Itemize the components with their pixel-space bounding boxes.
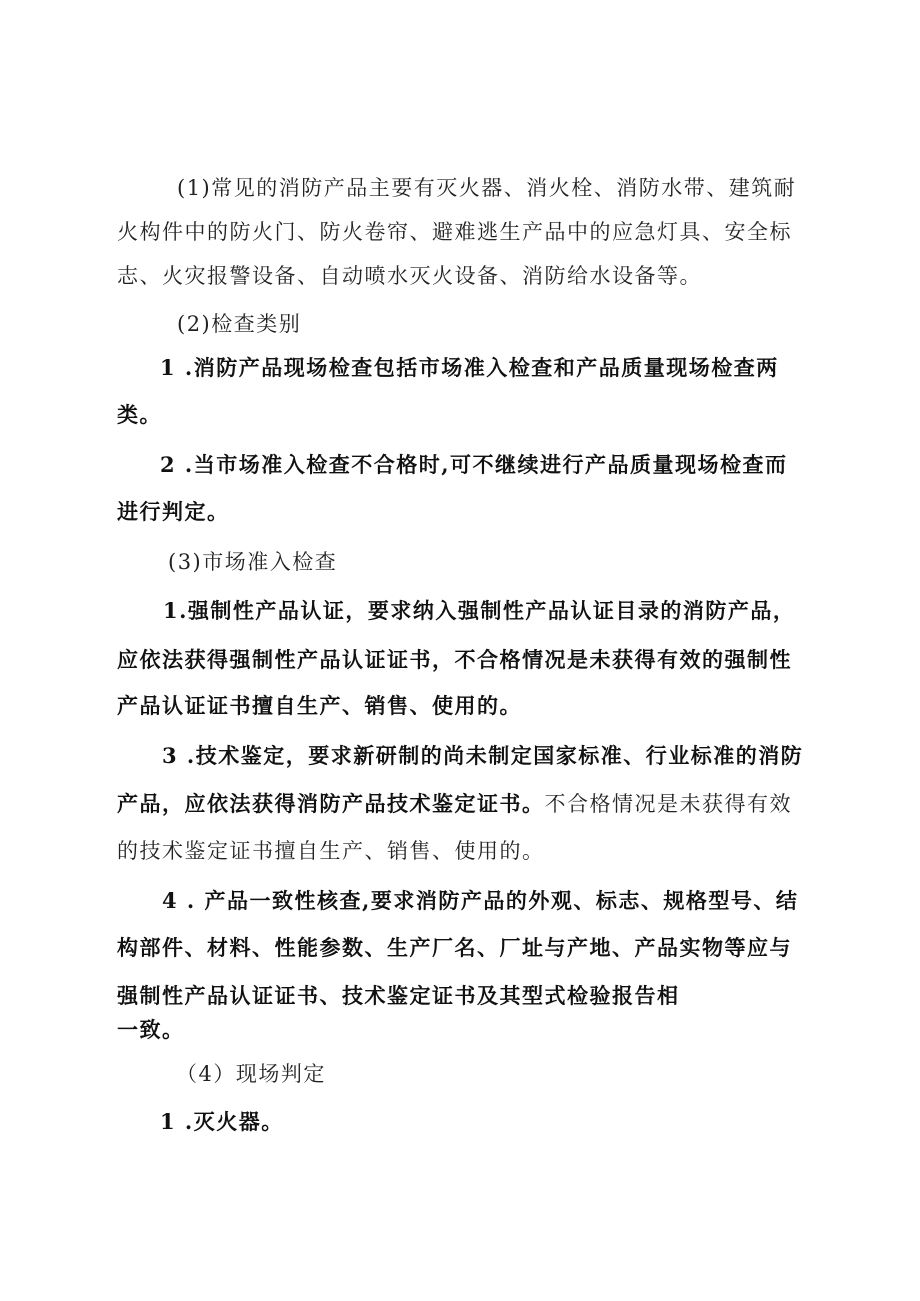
- paragraph-3-line-2: 进行判定。: [117, 499, 230, 524]
- paragraph-5-line-2-normal: 不合格情况是未获得有效: [544, 792, 792, 816]
- paragraph-6-line-2: 构部件、材料、性能参数、生产厂名、厂址与产地、产品实物等应与: [117, 935, 792, 960]
- paragraph-3-line-1: 2 .当市场准入检查不合格时,可不继续进行产品质量现场检查而: [160, 452, 788, 477]
- paragraph-7-line-1: 1 .灭火器。: [160, 1109, 284, 1134]
- paragraph-4-line-3: 产品认证证书擅自生产、销售、使用的。: [117, 693, 522, 718]
- paragraph-5-line-3: 的技术鉴定证书擅自生产、销售、使用的。: [117, 839, 545, 863]
- paragraph-1-line-1: (1)常见的消防产品主要有灭火器、消火栓、消防水带、建筑耐: [177, 176, 797, 200]
- heading-on-site-judgement: （4）现场判定: [176, 1062, 326, 1086]
- heading-market-access-inspection: (3)市场准入检查: [168, 550, 338, 574]
- heading-inspection-categories: (2)检查类别: [177, 312, 302, 336]
- paragraph-6-line-1: 4 . 产品一致性核查,要求消防产品的外观、标志、规格型号、结: [162, 888, 799, 913]
- paragraph-2-line-1: 1 .消防产品现场检查包括市场准入检查和产品质量现场检查两: [160, 355, 779, 380]
- paragraph-5-line-2: [117, 791, 792, 817]
- paragraph-5-line-1: 3 .技术鉴定，要求新研制的尚未制定国家标准、行业标准的消防: [162, 743, 804, 768]
- paragraph-2-line-2: 类。: [117, 402, 162, 427]
- paragraph-1-line-2: 火构件中的防火门、防火卷帘、避难逃生产品中的应急灯具、安全标: [117, 220, 792, 244]
- paragraph-4-line-1: 1.强制性产品认证，要求纳入强制性产品认证目录的消防产品，: [163, 598, 796, 623]
- paragraph-5-line-2-bold: 产品，应依法获得消防产品技术鉴定证书。: [117, 791, 545, 816]
- paragraph-1-line-3: 志、火灾报警设备、自动喷水灭火设备、消防给水设备等。: [117, 264, 702, 288]
- paragraph-4-line-2: 应依法获得强制性产品认证证书，不合格情况是未获得有效的强制性: [117, 647, 792, 672]
- paragraph-6-line-3: 强制性产品认证证书、技术鉴定证书及其型式检验报告相: [117, 983, 680, 1008]
- paragraph-6-line-4: 一致。: [117, 1017, 185, 1042]
